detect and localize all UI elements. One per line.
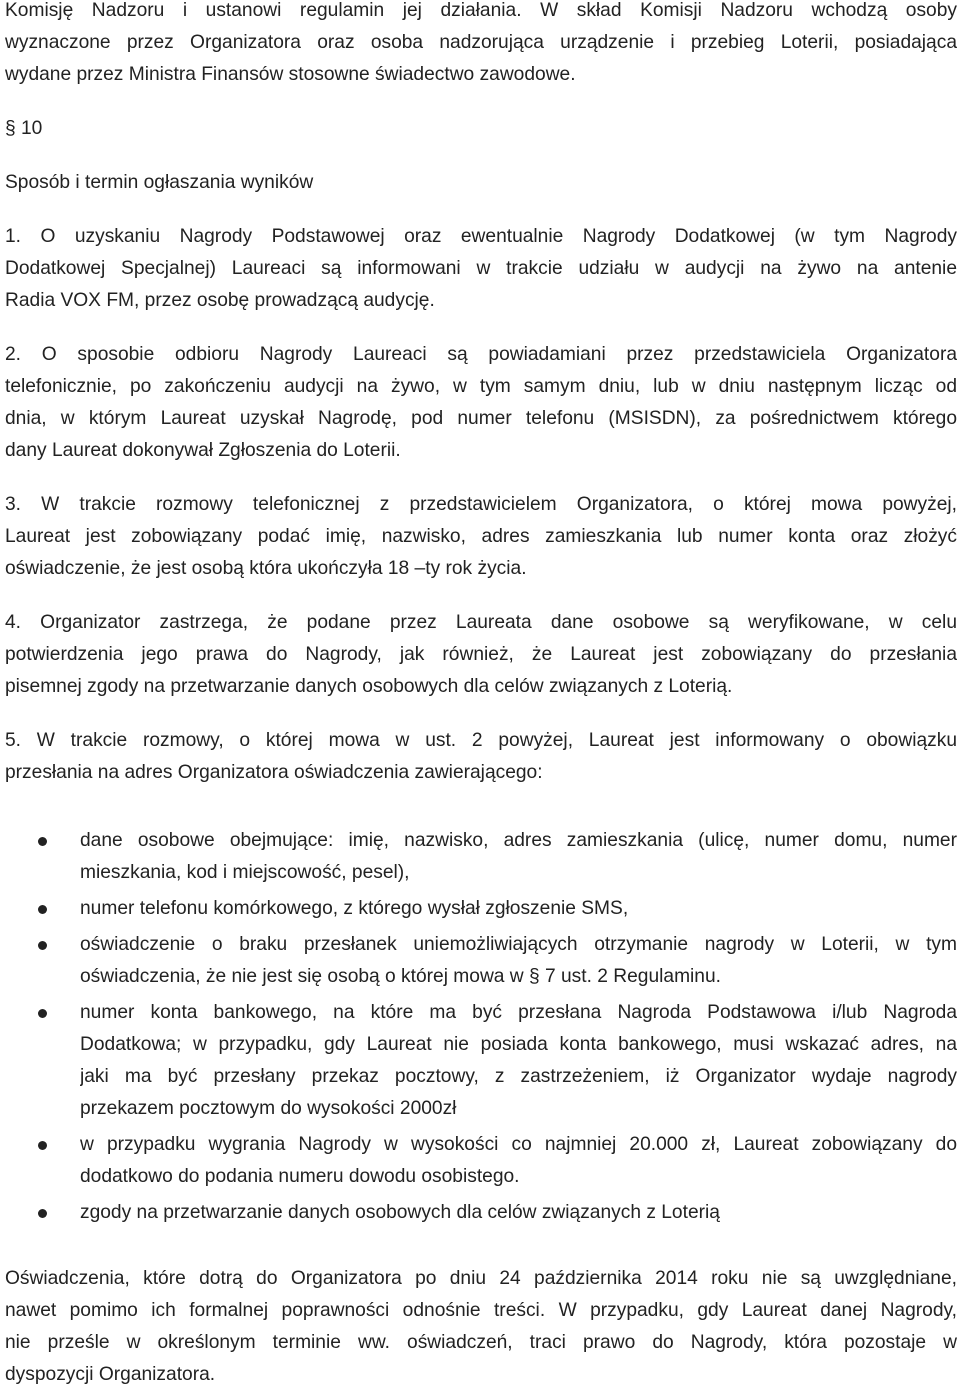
text-line: 5. W trakcie rozmowy, o której mowa w ust. 2 powyżej, Laureat jest informowany o obowiązku [5,730,957,751]
text-line: zgody na przetwarzanie danych osobowych dla celów związanych z Loterią [80,1202,720,1223]
list-item [5,893,957,925]
bullet-icon [38,1141,47,1150]
section-number: § 10 [5,118,43,139]
text-line: przesłania na adres Organizatora oświadczenia zawierającego: [5,762,543,783]
text-line: dany Laureat dokonywał Zgłoszenia do Loterii. [5,440,401,461]
text-line: Oświadczenia, które dotrą do Organizatora po dniu 24 października 2014 roku nie są uwzględniane, [5,1268,957,1289]
text-line: numer konta bankowego, na które ma być przesłana Nagroda Podstawowa i/lub Nagroda [80,1002,957,1023]
text-line: dane osobowe obejmujące: imię, nazwisko, adres zamieszkania (ulicę, numer domu, numer [80,830,957,851]
text-line: 2. O sposobie odbioru Nagrody Laureaci są powiadamiani przez przedstawiciela Organizatora [5,344,957,365]
section-title: Sposób i termin ogłaszania wyników [5,172,314,193]
text-line: 1. O uzyskaniu Nagrody Podstawowej oraz ewentualnie Nagrody Dodatkowej (w tym Nagrody [5,226,957,247]
text-line: Laureat jest zobowiązany podać imię, nazwisko, adres zamieszkania lub numer konta oraz złożyć [5,526,957,547]
list-item [5,825,957,889]
list-item [5,1129,957,1193]
text-line: Radia VOX FM, przez osobę prowadzącą audycję. [5,290,435,311]
requirements-list [5,825,957,1229]
intro-paragraph [5,0,957,91]
paragraph-4 [5,607,957,703]
text-line: Dodatkowa; w przypadku, gdy Laureat nie posiada konta bankowego, musi wskazać adres, na [80,1034,957,1055]
text-line: telefonicznie, po zakończeniu audycji na żywo, w tym samym dniu, lub w dniu następnym licząc od [5,376,957,397]
text-line: Dodatkowej Specjalnej) Laureaci są informowani w trakcie udziału w audycji na żywo na antenie [5,258,957,279]
text-line: Komisję Nadzoru i ustanowi regulamin jej działania. W skład Komisji Nadzoru wchodzą osoby [5,0,957,21]
bullet-icon [38,837,47,846]
text-line: przekazem pocztowym do wysokości 2000zł [80,1098,457,1119]
text-line: dnia, w którym Laureat uzyskał Nagrodę, pod numer telefonu (MSISDN), za pośrednictwem którego [5,408,957,429]
list-item [5,997,957,1125]
text-line: numer telefonu komórkowego, z którego wysłał zgłoszenie SMS, [80,898,629,919]
bullet-icon [38,941,47,950]
text-line: w przypadku wygrania Nagrody w wysokości co najmniej 20.000 zł, Laureat zobowiązany do [80,1134,957,1155]
paragraph-5 [5,725,957,789]
text-line: wydane przez Ministra Finansów stosowne świadectwo zawodowe. [5,64,576,85]
bullet-icon [38,1009,47,1018]
paragraph-1 [5,221,957,317]
list-item [5,1197,957,1229]
text-line: pisemnej zgody na przetwarzanie danych osobowych dla celów związanych z Loterią. [5,676,733,697]
text-line: dodatkowo do podania numeru dowodu osobistego. [80,1166,520,1187]
text-line: potwierdzenia jego prawa do Nagrody, jak również, że Laureat jest zobowiązany do przesłania [5,644,957,665]
text-line: oświadczenie, że jest osobą która ukończyła 18 –ty rok życia. [5,558,527,579]
text-line: mieszkania, kod i miejscowość, pesel), [80,862,410,883]
closing-paragraph [5,1263,957,1391]
text-line: dyspozycji Organizatora. [5,1364,216,1385]
text-line: 3. W trakcie rozmowy telefonicznej z przedstawicielem Organizatora, o której mowa powyżej, [5,494,957,515]
text-line: nawet pomimo ich formalnej poprawności odnośnie treści. W przypadku, gdy Laureat danej Nagrody, [5,1300,957,1321]
bullet-icon [38,1209,47,1218]
text-line: 4. Organizator zastrzega, że podane przez Laureata dane osobowe są weryfikowane, w celu [5,612,957,633]
text-line: jaki ma być przesłany przekaz pocztowy, z zastrzeżeniem, iż Organizator wydaje nagrody [80,1066,957,1087]
document-page [5,0,957,1391]
bullet-icon [38,905,47,914]
text-line: wyznaczone przez Organizatora oraz osoba nadzorująca urządzenie i przebieg Loterii, posiadająca [5,32,957,53]
text-line: nie prześle w określonym terminie ww. oświadczeń, traci prawo do Nagrody, która pozostaje w [5,1332,957,1353]
text-line: oświadczenie o braku przesłanek uniemożliwiających otrzymanie nagrody w Loterii, w tym [80,934,957,955]
text-line: oświadczenia, że nie jest się osobą o której mowa w § 7 ust. 2 Regulaminu. [80,966,721,987]
paragraph-2 [5,339,957,467]
paragraph-3 [5,489,957,585]
list-item [5,929,957,993]
